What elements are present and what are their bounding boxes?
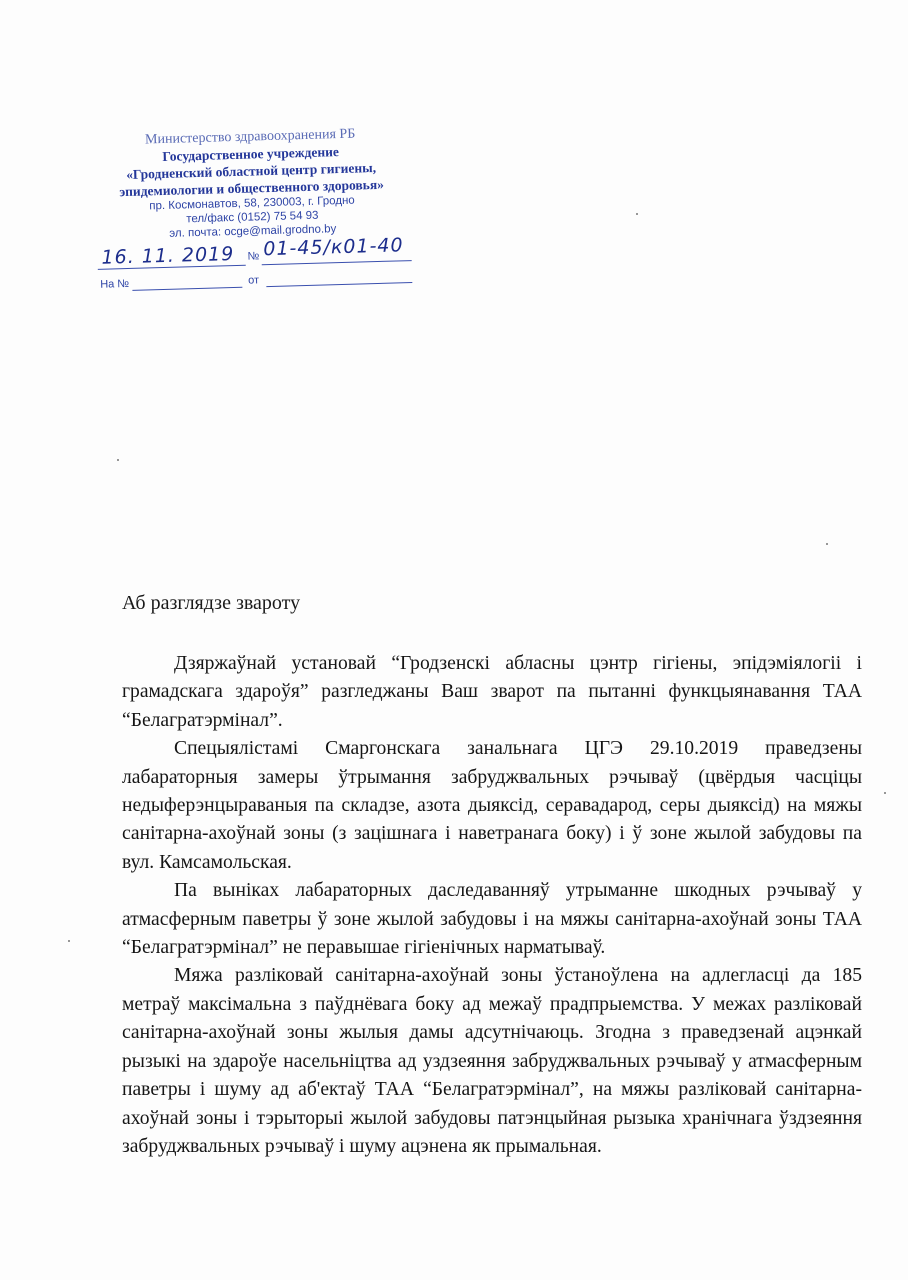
institution-stamp bbox=[90, 124, 414, 295]
scan-speck bbox=[68, 940, 70, 942]
scan-speck bbox=[884, 792, 886, 794]
stamp-email: эл. почта: ocge@mail.grodno.by bbox=[169, 223, 337, 240]
number-underline bbox=[262, 260, 412, 265]
stamp-institution-line3: эпидемиологии и общественного здоровья» bbox=[119, 176, 385, 200]
paragraph-1: Дзяржаўнай установай “Гродзенскі абласны цэнтр гігіены, эпідэміялогіі і грамадскага здароўя” разгледжаны Ваш зварот па пытанні функцыянавання ТАА “Белагратэрмінал”. bbox=[122, 653, 862, 731]
scan-speck bbox=[117, 459, 119, 461]
paragraph-3: Па выніках лабараторных даследаванняў утрыманне шкодных рэчываў у атмасферным паветры ў зоне жылой забудовы і на мяжы санітарна-ахоўнай зоны ТАА “Белагратэрмінал” не перавышае гігіенічных нарматываў. bbox=[122, 880, 862, 959]
number-label: № bbox=[247, 250, 260, 263]
stamp-address: пр. Космонавтов, 58, 230003, г. Гродно bbox=[149, 194, 355, 213]
stamp-institution-line1: Государственное учреждение bbox=[162, 144, 340, 164]
scan-speck bbox=[636, 213, 638, 215]
stamp-ministry: Министерство здравоохранения РБ bbox=[144, 126, 356, 148]
from-label: от bbox=[248, 274, 260, 287]
from-underline bbox=[266, 282, 412, 287]
stamp-institution-line2: «Гродненский областной центр гигиены, bbox=[125, 160, 377, 183]
reply-label: На № bbox=[100, 277, 130, 291]
reply-underline bbox=[132, 287, 242, 291]
stamp-phone: тел/факс (0152) 75 54 93 bbox=[186, 209, 319, 226]
handwritten-number: 01-45/к01-40 bbox=[263, 234, 404, 261]
paragraph-2: Спецыялістамі Смаргонскага занальнага ЦГЭ 29.10.2019 праведзены лабараторныя замеры ўтрымання забруджвальных рэчываў (цвёрдыя часціцы недыферэнцыраваныя па складзе, азота дыяксід, серавадарод, серы дыяксід) на мяжы санітарна-ахоўнай зоны (з зацішнага і наветранага боку) і ў зоне жылой забудовы па вул. Камсамольская. bbox=[122, 738, 862, 873]
letter-subject: Аб разглядзе звароту bbox=[122, 592, 301, 614]
letter-body bbox=[122, 650, 862, 1161]
handwritten-date: 16. 11. 2019 bbox=[101, 243, 235, 269]
paragraph-4: Мяжа разліковай санітарна-ахоўнай зоны ўстаноўлена на адлегласці да 185 метраў максімальна з паўднёвага боку ад межаў прадпрыемства. У межах разліковай санітарна-ахоўнай зоны жылыя дамы адсутнічаюць. Згодна з праведзенай ацэнкай рызыкі на здароўе насельніцтва ад уздзеяння забруджвальных рэчываў у атмасферным паветры і шуму ад аб'ектаў ТАА “Белагратэрмінал”, на мяжы разліковай санітарна-ахоўнай зоны і тэрыторыі жылой забудовы патэнцыйная рызыка хранічнага ўздзеяння забруджвальных рэчываў і шуму ацэнена як прымальная. bbox=[122, 965, 862, 1157]
scan-speck bbox=[826, 543, 828, 545]
